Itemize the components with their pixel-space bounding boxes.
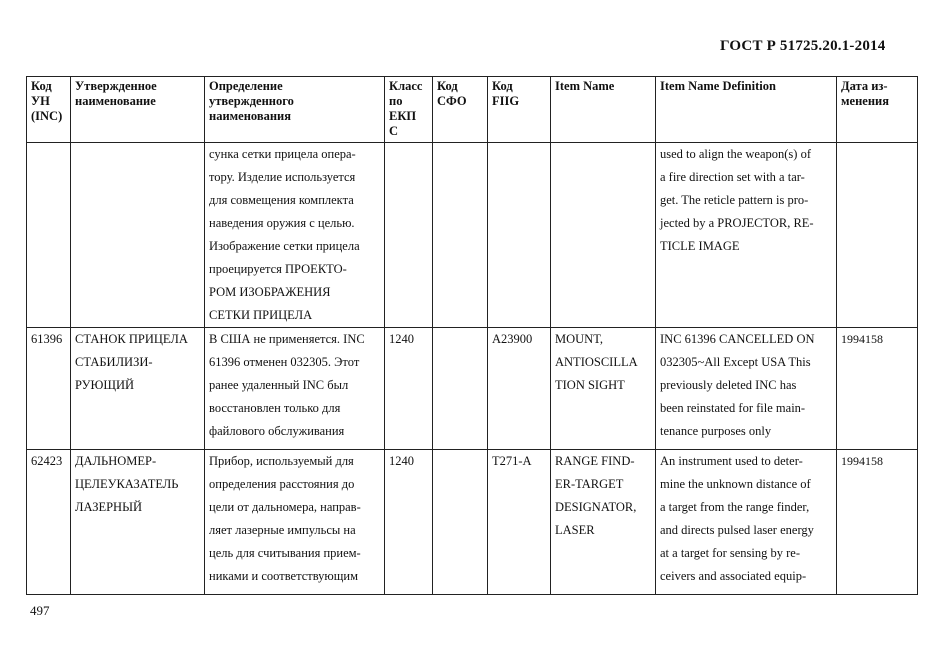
col-header-definition (205, 77, 385, 143)
header-line: утвержденного (209, 94, 294, 108)
item-name-cell (551, 328, 656, 450)
cell-line: MOUNT, (555, 332, 604, 346)
header-line: СФО (437, 94, 467, 108)
sfo-cell (433, 450, 488, 595)
col-header-inc (27, 77, 71, 143)
cell-line: для совмещения комплекта (209, 193, 354, 207)
col-header-sfo (433, 77, 488, 143)
cell-line: РОМ ИЗОБРАЖЕНИЯ (209, 285, 331, 299)
cell-line: цели от дальномера, направ- (209, 500, 361, 514)
header-line: наименования (209, 109, 292, 123)
header-line: по (389, 94, 403, 108)
header-line: Код (492, 79, 513, 93)
definition-cell (205, 143, 385, 328)
cell-line: INC 61396 CANCELLED ON (660, 332, 815, 346)
cell-line: 032305~All Except USA This (660, 355, 811, 369)
header-line: Item Name Definition (660, 79, 776, 93)
header-line: Код (437, 79, 458, 93)
table-row (27, 143, 918, 328)
header-line: Определение (209, 79, 283, 93)
header-line: менения (841, 94, 889, 108)
class-cell: 1240 (385, 450, 433, 595)
cell-line: файлового обслуживания (209, 424, 345, 438)
header-line: УН (31, 94, 50, 108)
cell-line: TICLE IMAGE (660, 239, 740, 253)
item-name-definition-cell (656, 328, 837, 450)
catalog-table (26, 76, 918, 595)
cell-line: DESIGNATOR, (555, 500, 637, 514)
cell-line: определения расстояния до (209, 477, 355, 491)
cell-line: a target from the range finder, (660, 500, 810, 514)
cell-line: Прибор, используемый для (209, 454, 354, 468)
header-line: наименование (75, 94, 156, 108)
cell-line: jected by a PROJECTOR, RE- (660, 216, 814, 230)
header-line: Класс (389, 79, 423, 93)
cell-line: 61396 отменен 032305. Этот (209, 355, 360, 369)
header-line: (INC) (31, 109, 63, 123)
cell-line: at a target for sensing by re- (660, 546, 800, 560)
header-line: FIIG (492, 94, 520, 108)
approved-name-cell (71, 450, 205, 595)
cell-line: сунка сетки прицела опера- (209, 147, 356, 161)
approved-name-cell (71, 143, 205, 328)
cell-line: цель для считывания прием- (209, 546, 361, 560)
header-line: Утвержденное (75, 79, 157, 93)
sfo-cell (433, 328, 488, 450)
col-header-approved-name (71, 77, 205, 143)
class-cell: 1240 (385, 328, 433, 450)
table-row (27, 328, 918, 450)
inc-cell: 62423 (27, 450, 71, 595)
cell-line: An instrument used to deter- (660, 454, 803, 468)
item-name-cell (551, 450, 656, 595)
col-header-change-date (837, 77, 918, 143)
cell-line: ранее удаленный INC был (209, 378, 349, 392)
item-name-definition-cell (656, 450, 837, 595)
header-line: ЕКП (389, 109, 417, 123)
fiig-cell: A23900 (488, 328, 551, 450)
cell-line: СТАНОК ПРИЦЕЛА (75, 332, 188, 346)
inc-cell: 61396 (27, 328, 71, 450)
cell-line: RANGE FIND- (555, 454, 635, 468)
fiig-cell (488, 143, 551, 328)
cell-line: наведения оружия с целью. (209, 216, 355, 230)
cell-line: mine the unknown distance of (660, 477, 811, 491)
header-line: Item Name (555, 79, 615, 93)
header-line: Дата из- (841, 79, 888, 93)
col-header-fiig (488, 77, 551, 143)
cell-line: ceivers and associated equip- (660, 569, 807, 583)
document-title: ГОСТ Р 51725.20.1-2014 (720, 38, 886, 54)
cell-line: восстановлен только для (209, 401, 341, 415)
cell-line: ANTIOSCILLA (555, 355, 638, 369)
cell-line: used to align the weapon(s) of (660, 147, 812, 161)
cell-line: and directs pulsed laser energy (660, 523, 814, 537)
col-header-item-name (551, 77, 656, 143)
cell-line: ляет лазерные импульсы на (209, 523, 356, 537)
cell-line: get. The reticle pattern is pro- (660, 193, 809, 207)
approved-name-cell (71, 328, 205, 450)
cell-line: tenance purposes only (660, 424, 772, 438)
cell-line: никами и соответствующим (209, 569, 358, 583)
cell-line: a fire direction set with a tar- (660, 170, 805, 184)
cell-line: Изображение сетки прицела (209, 239, 360, 253)
cell-line: В США не применяется. INC (209, 332, 365, 346)
cell-line: LASER (555, 523, 595, 537)
cell-line: СТАБИЛИЗИ- (75, 355, 153, 369)
item-name-definition-cell (656, 143, 837, 328)
cell-line: TION SIGHT (555, 378, 625, 392)
change-date-cell (837, 143, 918, 328)
fiig-cell: T271-A (488, 450, 551, 595)
change-date-cell: 1994158 (837, 450, 918, 595)
cell-line: ER-TARGET (555, 477, 624, 491)
cell-line: проецируется ПРОЕКТО- (209, 262, 347, 276)
cell-line: РУЮЩИЙ (75, 378, 135, 392)
page-number: 497 (30, 603, 50, 618)
cell-line: ДАЛЬНОМЕР- (75, 454, 157, 468)
item-name-cell (551, 143, 656, 328)
cell-line: ЛАЗЕРНЫЙ (75, 500, 142, 514)
col-header-class (385, 77, 433, 143)
col-header-item-name-definition (656, 77, 837, 143)
definition-cell (205, 450, 385, 595)
sfo-cell (433, 143, 488, 328)
cell-line: previously deleted INC has (660, 378, 797, 392)
table-row (27, 450, 918, 595)
cell-line: ЦЕЛЕУКАЗАТЕЛЬ (75, 477, 179, 491)
class-cell (385, 143, 433, 328)
cell-line: been reinstated for file main- (660, 401, 806, 415)
definition-cell (205, 328, 385, 450)
cell-line: тору. Изделие используется (209, 170, 356, 184)
change-date-cell: 1994158 (837, 328, 918, 450)
header-line: С (389, 124, 399, 138)
header-line: Код (31, 79, 52, 93)
cell-line: СЕТКИ ПРИЦЕЛА (209, 308, 313, 322)
header-row (27, 77, 918, 143)
inc-cell (27, 143, 71, 328)
